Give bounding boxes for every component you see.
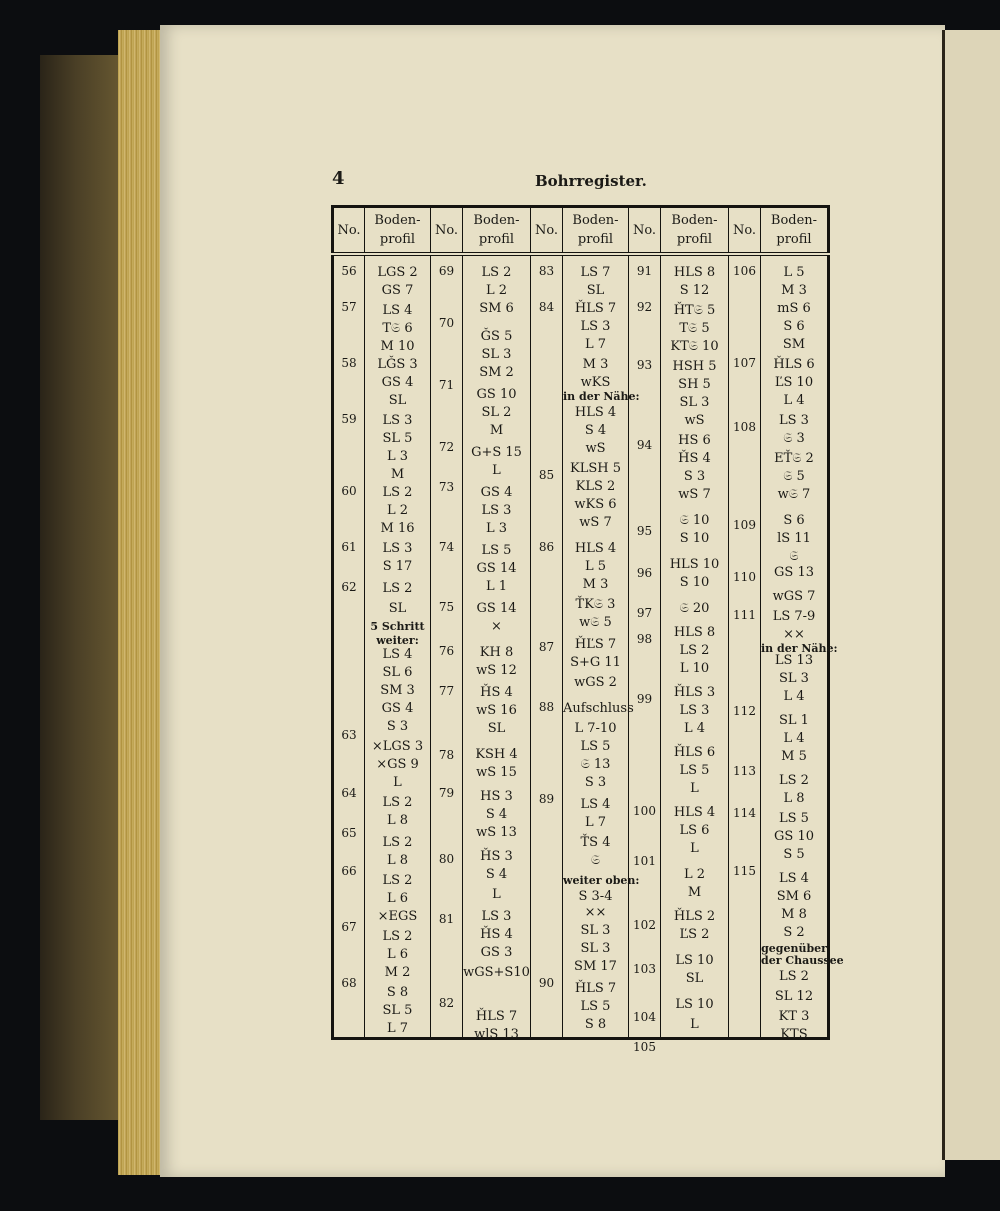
soil-profile-layer: ȞLS 7 <box>574 981 617 996</box>
soil-profile-layer: LS 7-9 <box>772 609 816 624</box>
boring-number: 68 <box>341 976 357 990</box>
soil-profile-layer: wS 12 <box>476 663 517 678</box>
soil-profile-layer: GS 3 <box>480 945 513 960</box>
soil-profile-layer: L 7-10 <box>574 721 617 736</box>
soil-profile-layer: ȞLS 2 <box>673 909 716 924</box>
soil-profile-layer: ȞLS 3 <box>673 685 716 700</box>
boring-number: 95 <box>636 524 653 538</box>
soil-profile-layer: 𝔖 13 <box>580 757 611 772</box>
soil-profile-layer: 𝔖 10 <box>679 513 710 528</box>
soil-profile-layer: LS 4 <box>779 871 809 886</box>
soil-profile-layer: ×× <box>783 627 805 642</box>
soil-profile-layer: SM 2 <box>479 365 514 380</box>
soil-profile-layer: LS 10 <box>675 997 714 1012</box>
boring-number: 87 <box>538 640 555 654</box>
soil-profile-layer: LS 3 <box>382 541 413 556</box>
bohrregister-table <box>331 205 844 1054</box>
soil-profile-layer: wS 13 <box>476 825 517 840</box>
body-row <box>333 254 829 1039</box>
soil-profile-layer: SM 17 <box>574 959 617 974</box>
boring-number: 58 <box>341 356 357 370</box>
soil-profile-layer: L 7 <box>584 337 607 352</box>
boring-number: 109 <box>733 518 756 532</box>
soil-profile-layer: wS <box>585 441 606 456</box>
soil-profile-layer: SL <box>388 393 407 408</box>
soil-profile-layer: LS 4 <box>382 647 413 662</box>
boring-number: 70 <box>438 316 455 330</box>
boring-number: 75 <box>438 600 455 614</box>
boring-number: 81 <box>438 912 455 926</box>
boring-number: 104 <box>633 1010 656 1024</box>
boring-number: 90 <box>538 976 555 990</box>
soil-profile-layer: LS 5 <box>481 543 512 558</box>
soil-profile-layer: LS 2 <box>481 265 512 280</box>
soil-profile-layer: wGS+S10 <box>463 965 530 980</box>
boring-number: 79 <box>438 786 455 800</box>
soil-profile-layer: GS 14 <box>476 601 517 616</box>
soil-profile-layer: L 4 <box>783 731 805 746</box>
soil-profile-layer: S+G 11 <box>570 655 621 670</box>
page-number: 4 <box>332 168 345 189</box>
boring-number: 100 <box>633 804 656 818</box>
soil-profile-layer: wS 7 <box>678 487 711 502</box>
profil-column-4 <box>661 254 729 1039</box>
header-profil-5: Boden- profil <box>761 207 829 255</box>
soil-profile-layer: M 3 <box>582 357 609 372</box>
soil-profile-layer: L 5 <box>584 559 607 574</box>
soil-profile-layer: wKS <box>580 375 611 390</box>
boring-number: 61 <box>341 540 357 554</box>
profil-column-2 <box>463 254 531 1042</box>
soil-profile-layer: M 10 <box>380 339 415 354</box>
soil-profile-layer: L 7 <box>386 1021 409 1036</box>
soil-profile-layer: L 6 <box>386 947 409 962</box>
header-no-1: No. <box>333 207 365 255</box>
soil-profile-layer: SL <box>586 283 605 298</box>
soil-profile-layer: S 10 <box>679 575 710 590</box>
soil-profile-layer: wS 15 <box>476 765 517 780</box>
soil-profile-layer: S 10 <box>679 531 710 546</box>
boring-number: 98 <box>636 632 653 646</box>
soil-profile-layer: SL <box>388 601 407 616</box>
boring-number: 64 <box>341 786 357 800</box>
header-profil-3: Boden- profil <box>563 207 629 255</box>
soil-profile-layer: HLS 4 <box>574 405 617 420</box>
soil-profile-layer: Aufschluss <box>563 701 634 716</box>
soil-profile-layer: HSH 5 <box>672 359 717 374</box>
soil-profile-layer: S 4 <box>584 423 607 438</box>
soil-profile-layer: 𝔖 <box>590 853 601 868</box>
soil-profile-layer: L 4 <box>783 689 805 704</box>
soil-profile-layer: w𝔖 7 <box>777 487 811 502</box>
soil-profile-layer: SL 3 <box>580 941 611 956</box>
soil-profile-layer: ĽS 10 <box>774 375 814 390</box>
page-edges <box>118 30 166 1175</box>
soil-profile-layer: L 3 <box>485 521 508 536</box>
boring-number: 78 <box>438 748 455 762</box>
soil-profile-layer: LS 6 <box>679 823 710 838</box>
soil-profile-layer: LS 5 <box>779 811 809 826</box>
soil-profile-layer: LS 2 <box>779 969 809 984</box>
profil-column-1 <box>365 254 431 1039</box>
soil-profile-layer: S 3 <box>584 775 607 790</box>
soil-profile-layer: KT𝔖 10 <box>670 339 719 354</box>
soil-profile-layer: HLS 8 <box>673 625 716 640</box>
soil-profile-layer: M <box>489 423 504 438</box>
soil-profile-layer: wS 16 <box>476 703 517 718</box>
boring-number: 113 <box>733 764 756 778</box>
soil-profile-layer: L 10 <box>679 661 710 676</box>
soil-profile-layer: HLS 8 <box>673 265 716 280</box>
soil-profile-layer: S 3 <box>386 719 409 734</box>
soil-profile-layer: S 3 <box>683 469 706 484</box>
soil-profile-layer: SL 2 <box>481 405 512 420</box>
soil-profile-layer: SL 1 <box>779 713 809 728</box>
soil-profile-layer: M 3 <box>781 283 807 298</box>
soil-profile-layer: LS 3 <box>580 319 611 334</box>
header-profil-4: Boden- profil <box>661 207 729 255</box>
soil-profile-layer: SL <box>487 721 506 736</box>
soil-profile-layer: LS 5 <box>580 999 611 1014</box>
boring-number: 65 <box>341 826 357 840</box>
soil-profile-layer: LS 3 <box>481 909 512 924</box>
profile-note: weiter: <box>376 634 419 647</box>
soil-profile-layer: HLS 10 <box>669 557 720 572</box>
soil-profile-layer: 𝔖 5 <box>783 469 805 484</box>
soil-profile-layer: SL 12 <box>774 989 814 1004</box>
numbers-column-4 <box>629 254 661 1054</box>
soil-profile-layer: ǦS 5 <box>480 329 513 344</box>
boring-number: 101 <box>633 854 656 868</box>
soil-profile-layer: ȞS 4 <box>480 685 513 700</box>
soil-profile-layer: LS 10 <box>675 953 714 968</box>
soil-profile-layer: SM 3 <box>380 683 415 698</box>
soil-profile-layer: wlS 13 <box>474 1027 519 1042</box>
soil-profile-layer: HS 3 <box>480 789 513 804</box>
boring-number: 84 <box>538 300 555 314</box>
soil-profile-layer: KSH 4 <box>475 747 518 762</box>
soil-profile-layer: LS 2 <box>382 929 413 944</box>
soil-profile-layer: LS 5 <box>580 739 611 754</box>
boring-number: 85 <box>538 468 555 482</box>
soil-profile-layer: SM <box>782 337 806 352</box>
soil-profile-layer: lS 11 <box>777 531 811 546</box>
soil-profile-layer: L <box>492 463 501 478</box>
soil-profile-layer: LS 2 <box>679 643 710 658</box>
soil-profile-layer: M 16 <box>380 521 415 536</box>
soil-profile-layer: M <box>390 467 405 482</box>
soil-profile-layer: S 12 <box>679 283 710 298</box>
soil-profile-layer: ×EGS <box>377 909 418 924</box>
boring-number: 86 <box>538 540 555 554</box>
soil-profile-layer: S 5 <box>783 847 805 862</box>
soil-profile-layer: S 6 <box>783 319 805 334</box>
boring-number: 83 <box>538 264 555 278</box>
soil-profile-layer: KT 3 <box>778 1009 810 1024</box>
profile-note: 5 Schritt <box>370 620 425 633</box>
soil-profile-layer: SM 6 <box>776 889 812 904</box>
soil-profile-layer: L 6 <box>386 891 409 906</box>
soil-profile-layer: L 8 <box>386 853 409 868</box>
soil-profile-layer: L 1 <box>485 579 508 594</box>
profile-note: weiter oben: <box>563 874 640 887</box>
boring-number: 69 <box>438 264 455 278</box>
soil-profile-layer: SM 6 <box>479 301 514 316</box>
soil-profile-layer: GS 10 <box>476 387 517 402</box>
soil-profile-layer: L 8 <box>783 791 805 806</box>
soil-profile-layer: S 17 <box>382 559 413 574</box>
soil-profile-layer: LS 3 <box>382 413 413 428</box>
soil-profile-layer: GS 14 <box>476 561 517 576</box>
soil-profile-layer: L <box>690 1017 699 1032</box>
soil-profile-layer: L 4 <box>783 393 805 408</box>
header-no-5: No. <box>729 207 761 255</box>
soil-profile-layer: L 3 <box>386 449 409 464</box>
soil-profile-layer: GS 4 <box>480 485 513 500</box>
boring-number: 110 <box>733 570 756 584</box>
soil-profile-layer: SL 5 <box>382 1003 413 1018</box>
soil-profile-layer: GS 4 <box>381 375 414 390</box>
soil-profile-layer: ȞLS 7 <box>475 1009 518 1024</box>
soil-profile-layer: ȞS 4 <box>678 451 711 466</box>
soil-profile-layer: L <box>492 887 501 902</box>
soil-profile-layer: LǦS 3 <box>377 357 418 372</box>
soil-profile-layer: 𝔖 20 <box>679 601 710 616</box>
boring-number: 93 <box>636 358 653 372</box>
soil-profile-layer: T𝔖 5 <box>679 321 710 336</box>
soil-profile-layer: GS 4 <box>381 701 414 716</box>
soil-profile-layer: LS 3 <box>481 503 512 518</box>
soil-profile-layer: SL 3 <box>580 923 611 938</box>
soil-profile-layer: M 8 <box>781 907 807 922</box>
soil-profile-layer: SL 3 <box>481 347 512 362</box>
profil-column-5 <box>761 254 844 1042</box>
soil-profile-layer: L 8 <box>386 813 409 828</box>
soil-profile-layer: KLS 2 <box>575 479 616 494</box>
boring-number: 97 <box>636 606 653 620</box>
soil-profile-layer: ȞS 4 <box>480 927 513 942</box>
soil-profile-layer: ŤS 4 <box>580 835 611 850</box>
soil-profile-layer: ȞĽS 7 <box>574 637 617 652</box>
boring-number: 57 <box>341 300 357 314</box>
boring-number: 72 <box>438 440 455 454</box>
soil-profile-layer: M 3 <box>582 577 609 592</box>
soil-profile-layer: S 6 <box>783 513 805 528</box>
boring-number: 60 <box>341 484 357 498</box>
soil-profile-layer: L <box>690 841 699 856</box>
soil-profile-layer: EŤ𝔖 2 <box>774 451 814 466</box>
soil-profile-layer: LS 2 <box>382 795 413 810</box>
boring-number: 91 <box>636 264 653 278</box>
soil-profile-layer: LS 2 <box>382 835 413 850</box>
soil-profile-layer: LS 5 <box>679 763 710 778</box>
soil-profile-layer: wS 7 <box>579 515 612 530</box>
boring-number: 106 <box>733 264 756 278</box>
soil-profile-layer: SL 3 <box>679 395 710 410</box>
boring-number: 99 <box>636 692 653 706</box>
numbers-column-3 <box>531 254 563 1039</box>
soil-profile-layer: LS 3 <box>679 703 710 718</box>
soil-profile-layer: ×× <box>584 905 607 920</box>
soil-profile-layer: wGS 7 <box>772 589 816 604</box>
soil-profile-layer: wS <box>684 413 705 428</box>
boring-number: 112 <box>733 704 756 718</box>
soil-profile-layer: L 5 <box>783 265 805 280</box>
soil-profile-layer: ŤK𝔖 3 <box>575 597 616 612</box>
soil-profile-layer: 𝔖 <box>789 549 799 564</box>
soil-profile-layer: LS 2 <box>779 773 809 788</box>
soil-profile-layer: SL <box>685 971 704 986</box>
boring-number: 92 <box>636 300 653 314</box>
soil-profile-layer: ȞS 3 <box>480 849 513 864</box>
soil-profile-layer: GS 7 <box>381 283 414 298</box>
boring-number: 96 <box>636 566 653 580</box>
soil-profile-layer: ȞLS 6 <box>673 745 716 760</box>
numbers-column-5 <box>729 254 761 1039</box>
facing-page-edge <box>942 30 1000 1160</box>
boring-number: 111 <box>733 608 756 622</box>
soil-profile-layer: SL 6 <box>382 665 413 680</box>
soil-profile-layer: mS 6 <box>777 301 811 316</box>
soil-profile-layer: ȞLS 7 <box>574 301 617 316</box>
soil-profile-layer: HLS 4 <box>673 805 716 820</box>
page-title: Bohrregister. <box>535 172 647 190</box>
boring-number: 114 <box>733 806 756 820</box>
soil-profile-layer: KLSH 5 <box>570 461 621 476</box>
soil-profile-layer: M 2 <box>384 965 411 980</box>
profil-column-3 <box>563 254 640 1039</box>
soil-profile-layer: L 2 <box>386 503 409 518</box>
boring-number: 67 <box>341 920 357 934</box>
soil-profile-layer: KH 8 <box>479 645 514 660</box>
boring-number: 59 <box>341 412 357 426</box>
profile-note: in der Nähe: <box>761 642 838 655</box>
profile-note: in der Nähe: <box>563 390 640 403</box>
boring-number: 82 <box>438 996 455 1010</box>
boring-number: 89 <box>538 792 555 806</box>
soil-profile-layer: LS 7 <box>580 265 611 280</box>
soil-profile-layer: M <box>687 885 702 900</box>
header-profil-2: Boden- profil <box>463 207 531 255</box>
soil-profile-layer: L 4 <box>683 721 706 736</box>
soil-profile-layer: L 7 <box>584 815 607 830</box>
soil-profile-layer: S 3-4 <box>578 889 613 904</box>
header-no-2: No. <box>431 207 463 255</box>
soil-profile-layer: ȞT𝔖 5 <box>673 303 716 318</box>
soil-profile-layer: ×GS 9 <box>376 757 419 772</box>
profile-note: der Chaussee <box>761 954 844 967</box>
soil-profile-layer: L <box>690 781 699 796</box>
soil-profile-layer: M 5 <box>781 749 807 764</box>
boring-number: 105 <box>633 1040 656 1054</box>
boring-number: 107 <box>733 356 756 370</box>
soil-profile-layer: SL 3 <box>779 671 809 686</box>
book-spine <box>40 55 130 1120</box>
header-row <box>333 207 829 255</box>
header-profil-1: Boden- profil <box>365 207 431 255</box>
boring-number: 62 <box>341 580 357 594</box>
soil-profile-layer: ȞLS 6 <box>773 357 815 372</box>
soil-profile-layer: HLS 4 <box>574 541 617 556</box>
boring-number: 102 <box>633 918 656 932</box>
soil-profile-layer: wKS 6 <box>574 497 617 512</box>
boring-number: 63 <box>341 728 357 742</box>
boring-number: 103 <box>633 962 656 976</box>
soil-profile-layer: LS 2 <box>382 873 413 888</box>
soil-profile-layer: × <box>491 619 502 634</box>
soil-profile-layer: KTS <box>780 1027 808 1042</box>
soil-profile-layer: S 4 <box>485 867 508 882</box>
soil-profile-layer: L <box>393 775 402 790</box>
boring-number: 56 <box>341 264 357 278</box>
profile-note: gegenüber <box>761 942 827 955</box>
soil-profile-layer: S 2 <box>783 925 805 940</box>
boring-number: 88 <box>538 700 555 714</box>
numbers-column-1 <box>333 254 365 1039</box>
soil-profile-layer: S 8 <box>386 985 409 1000</box>
boring-number: 77 <box>438 684 455 698</box>
soil-profile-layer: LS 3 <box>779 413 809 428</box>
soil-profile-layer: LS 2 <box>382 581 413 596</box>
header-no-4: No. <box>629 207 661 255</box>
soil-profile-layer: w𝔖 5 <box>579 615 612 630</box>
soil-profile-layer: 𝔖 3 <box>783 431 805 446</box>
soil-profile-layer: SH 5 <box>678 377 711 392</box>
soil-profile-layer: LS 13 <box>774 653 814 668</box>
soil-profile-layer: HS 6 <box>678 433 711 448</box>
soil-profile-layer: SL 5 <box>382 431 413 446</box>
boring-number: 94 <box>636 438 653 452</box>
soil-profile-layer: LGS 2 <box>377 265 418 280</box>
soil-profile-layer: ĽS 2 <box>679 927 710 942</box>
soil-profile-layer: GS 10 <box>774 829 814 844</box>
boring-number: 74 <box>438 540 455 554</box>
soil-profile-layer: L 2 <box>485 283 508 298</box>
soil-profile-layer: GS 13 <box>774 565 814 580</box>
soil-profile-layer: LS 2 <box>382 485 413 500</box>
boring-number: 66 <box>341 864 357 878</box>
soil-profile-layer: L 2 <box>683 867 706 882</box>
boring-number: 71 <box>438 378 455 392</box>
soil-profile-layer: G+S 15 <box>471 445 522 460</box>
numbers-column-2 <box>431 254 463 1039</box>
boring-number: 115 <box>733 864 756 878</box>
soil-profile-layer: wGS 2 <box>574 675 617 690</box>
boring-number: 76 <box>438 644 455 658</box>
soil-profile-layer: S 8 <box>584 1017 607 1032</box>
boring-number: 73 <box>438 480 455 494</box>
soil-profile-layer: LS 4 <box>382 303 413 318</box>
soil-profile-layer: LS 4 <box>580 797 611 812</box>
soil-profile-layer: T𝔖 6 <box>382 321 413 336</box>
soil-profile-layer: S 4 <box>485 807 508 822</box>
boring-number: 80 <box>438 852 455 866</box>
header-no-3: No. <box>531 207 563 255</box>
boring-number: 108 <box>733 420 756 434</box>
soil-profile-layer: ×LGS 3 <box>371 739 424 754</box>
